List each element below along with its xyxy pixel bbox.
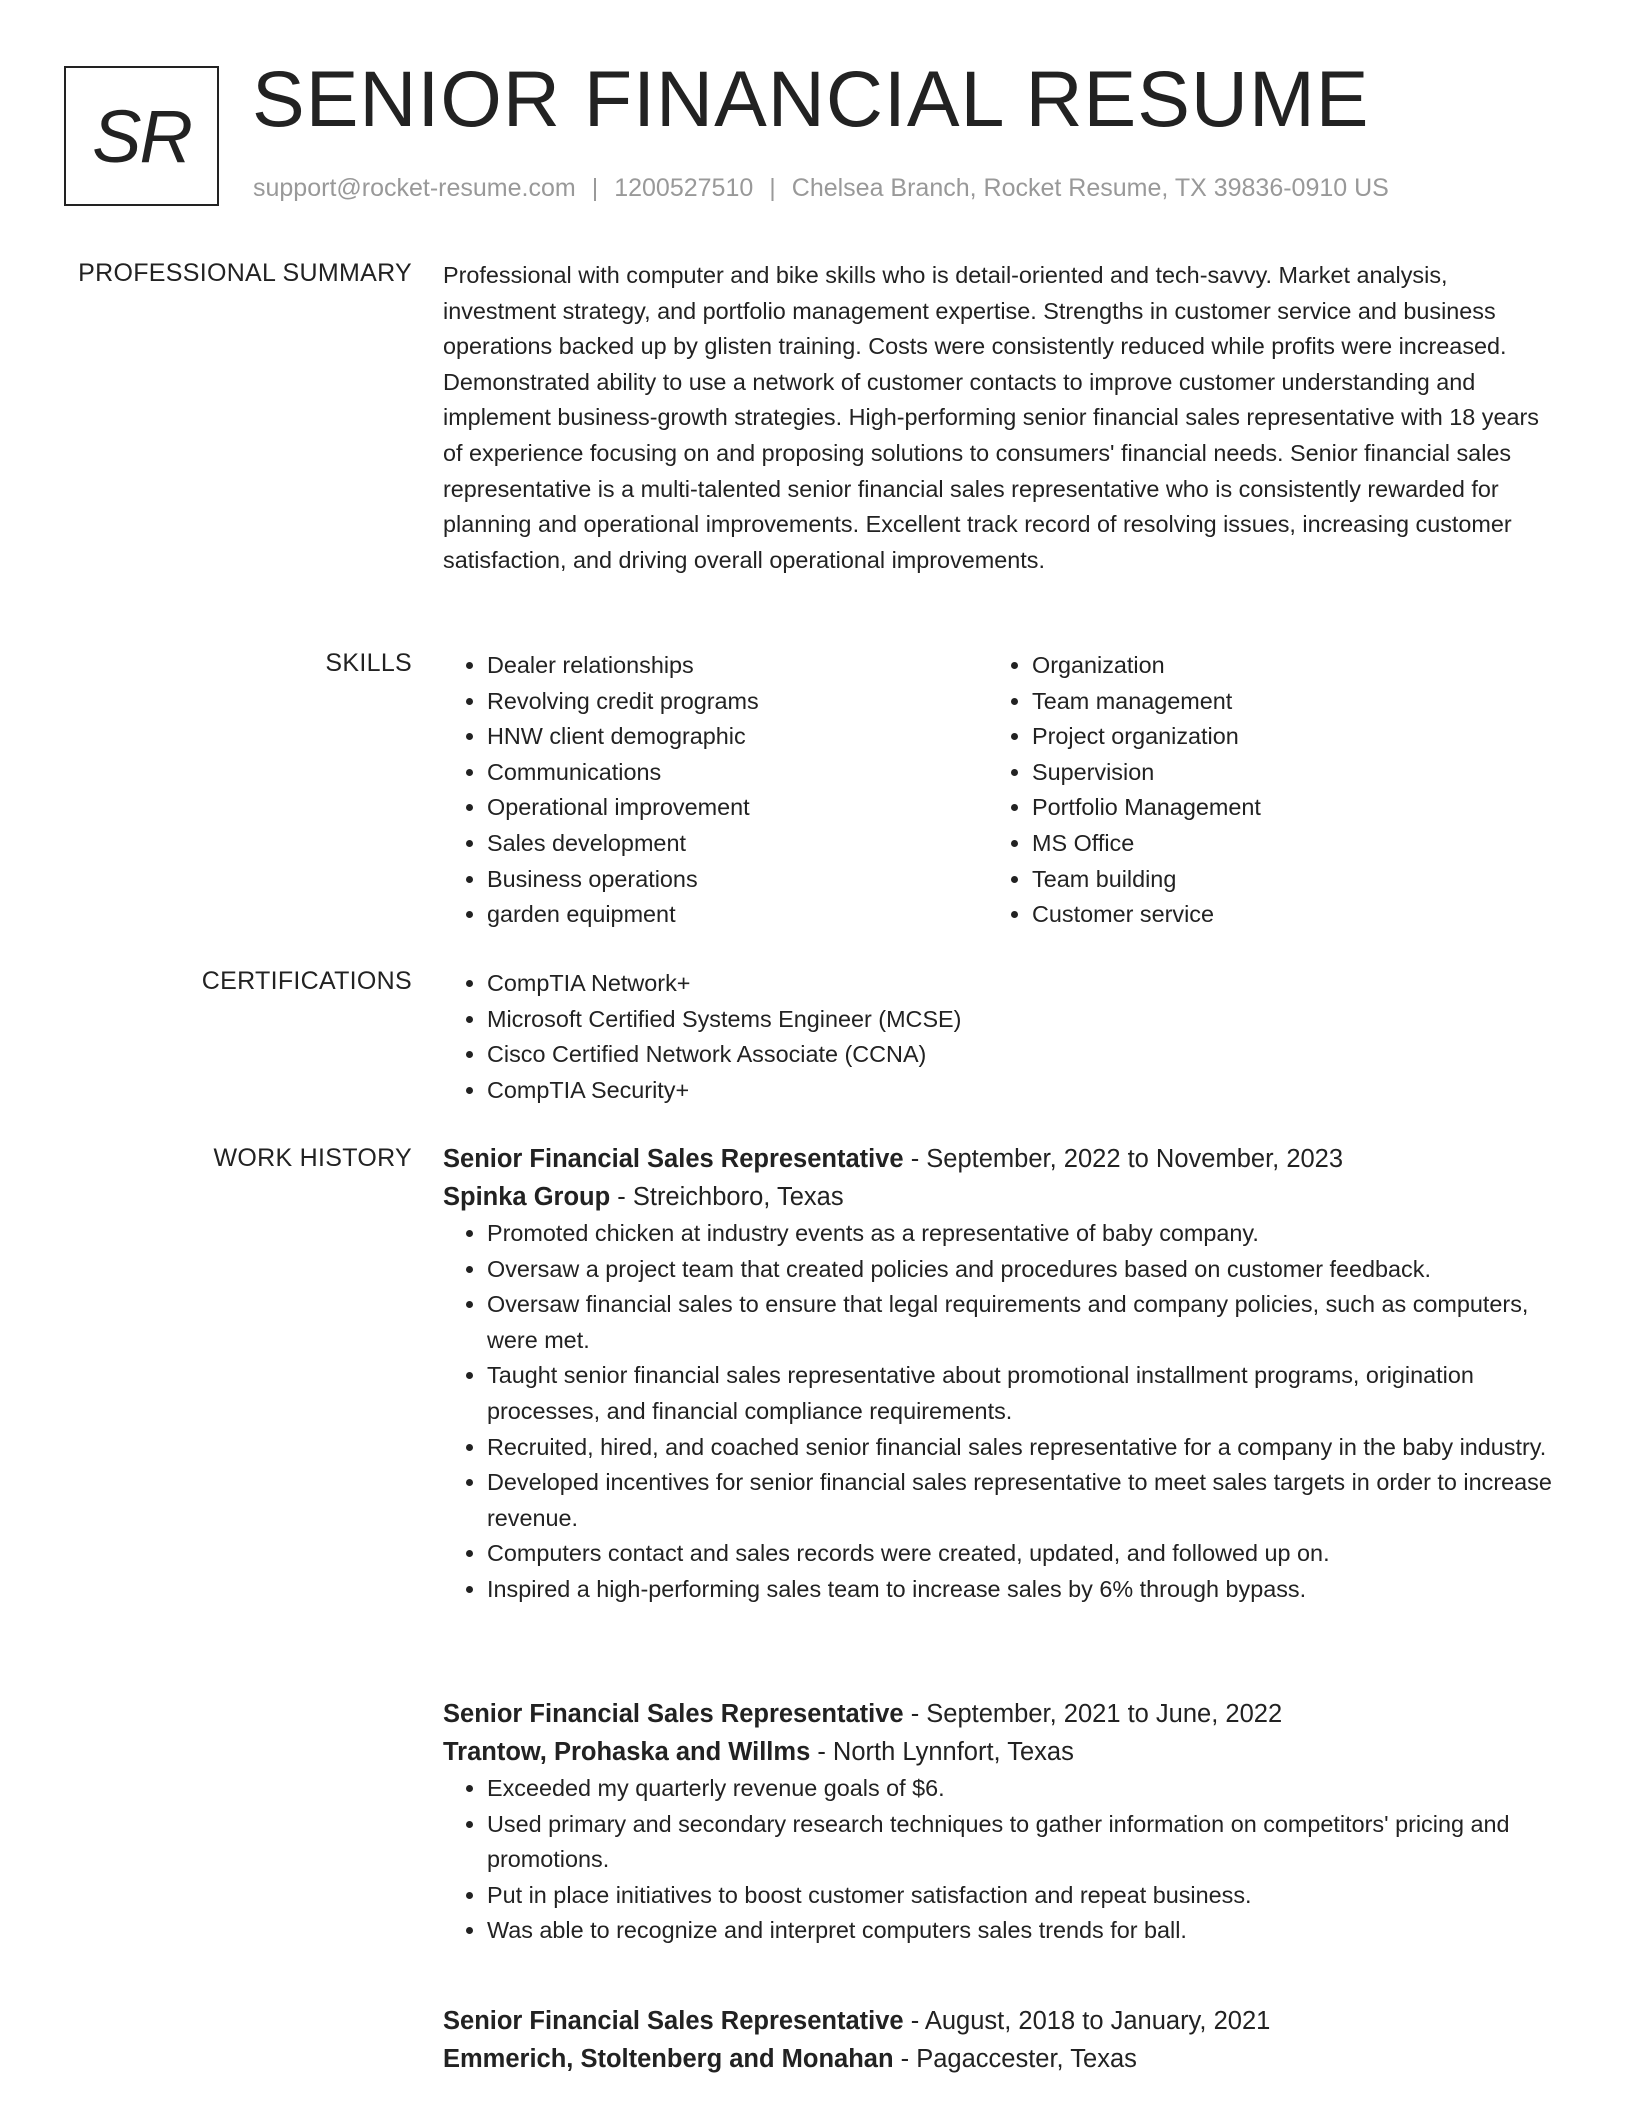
job-bullet: • Recruited, hired, and coached senior financial sales representative for a company in the baby industry.	[487, 1430, 1563, 1466]
contact-address: Chelsea Branch, Rocket Resume, TX 39836-0910 US	[791, 174, 1389, 202]
skills-list-right	[988, 648, 1533, 933]
job-entry	[443, 1695, 1563, 1949]
job-bullet: • Was able to recognize and interpret computers sales trends for ball.	[487, 1913, 1563, 1949]
certifications-heading: CERTIFICATIONS	[201, 967, 412, 995]
certification-item: • CompTIA Security+	[487, 1073, 1563, 1109]
job-bullet: • Put in place initiatives to boost customer satisfaction and repeat business.	[487, 1878, 1563, 1914]
job-title: Senior Financial Sales Representative	[443, 2007, 904, 2035]
skill-item: • Revolving credit programs	[487, 684, 988, 720]
contact-separator: |	[769, 174, 776, 202]
job-location: - Pagaccester, Texas	[893, 2045, 1137, 2073]
skill-item: • Portfolio Management	[1032, 790, 1533, 826]
certification-item: • CompTIA Network+	[487, 966, 1563, 1002]
job-entry	[443, 2002, 1563, 2078]
job-company-line	[443, 2040, 1563, 2078]
job-bullet: • Inspired a high-performing sales team to increase sales by 6% through bypass.	[487, 1572, 1563, 1608]
contact-line	[253, 174, 1389, 203]
job-bullet: • Oversaw financial sales to ensure that legal requirements and company policies, such as computers, were met.	[487, 1287, 1563, 1358]
certification-item: • Cisco Certified Network Associate (CCNA)	[487, 1037, 1563, 1073]
skill-item: • Team management	[1032, 684, 1533, 720]
certifications-list	[443, 966, 1563, 1108]
skill-item: • garden equipment	[487, 897, 988, 933]
monogram-box	[64, 66, 219, 206]
job-dates: - August, 2018 to January, 2021	[903, 2007, 1271, 2035]
skill-item: • Sales development	[487, 826, 988, 862]
job-company: Spinka Group	[443, 1183, 611, 1211]
skill-item: • HNW client demographic	[487, 719, 988, 755]
job-title-line	[443, 2002, 1563, 2040]
job-bullet: • Exceeded my quarterly revenue goals of $6.	[487, 1771, 1563, 1807]
job-company: Trantow, Prohaska and Willms	[443, 1738, 811, 1766]
certifications-body	[443, 966, 1563, 1108]
contact-separator: |	[591, 174, 599, 202]
skill-item: • Business operations	[487, 862, 988, 898]
job-entry	[443, 1140, 1563, 1608]
job-bullets	[443, 1771, 1563, 1949]
skill-item: • Operational improvement	[487, 790, 988, 826]
job-company: Emmerich, Stoltenberg and Monahan	[443, 2045, 894, 2073]
skill-item: • Dealer relationships	[487, 648, 988, 684]
job-title-line	[443, 1695, 1563, 1733]
skills-column-left	[443, 648, 988, 933]
job-title: Senior Financial Sales Representative	[443, 1700, 904, 1728]
skills-column-right	[988, 648, 1533, 933]
skills-list-left	[443, 648, 988, 933]
skill-item: • Supervision	[1032, 755, 1533, 791]
job-bullet: • Developed incentives for senior financial sales representative to meet sales targets in order to increase revenue.	[487, 1465, 1563, 1536]
job-title: Senior Financial Sales Representative	[443, 1145, 904, 1173]
skill-item: • Team building	[1032, 862, 1533, 898]
skill-item: • Organization	[1032, 648, 1533, 684]
resume-title: SENIOR FINANCIAL RESUME	[252, 54, 1370, 143]
skill-item: • Communications	[487, 755, 988, 791]
job-location: - Streichboro, Texas	[610, 1183, 844, 1211]
job-bullet: • Used primary and secondary research techniques to gather information on competitors' pricing and promotions.	[487, 1807, 1563, 1878]
job-bullet: • Taught senior financial sales representative about promotional installment programs, origination processes, and financial compliance requirements.	[487, 1358, 1563, 1429]
skill-item: • MS Office	[1032, 826, 1533, 862]
skill-item: • Customer service	[1032, 897, 1533, 933]
summary-heading: PROFESSIONAL SUMMARY	[78, 259, 412, 287]
monogram-initials: SR	[92, 94, 191, 178]
job-company-line	[443, 1178, 1563, 1216]
skills-heading: SKILLS	[325, 649, 412, 677]
job-bullet: • Oversaw a project team that created policies and procedures based on customer feedback.	[487, 1252, 1563, 1288]
job-bullets	[443, 1216, 1563, 1608]
job-dates: - September, 2021 to June, 2022	[903, 1700, 1283, 1728]
job-bullet: • Computers contact and sales records were created, updated, and followed up on.	[487, 1536, 1563, 1572]
summary-text: Professional with computer and bike skills who is detail-oriented and tech-savvy. Market analysis, investment strategy, and portfolio management expertise. Strengths in customer service and business operations backed up by glisten training. Costs were consistently reduced while profits were increased. Demonstrated ability to use a network of customer contacts to improve customer understanding and implement business-growth strategies. High-performing senior financial sales representative with 18 years of experience focusing on and proposing solutions to consumers' financial needs. Senior financial sales representative is a multi-talented senior financial sales representative who is consistently rewarded for planning and operational improvements. Excellent track record of resolving issues, increasing customer satisfaction, and driving overall operational improvements.	[443, 262, 1539, 573]
skill-item: • Project organization	[1032, 719, 1533, 755]
skills-columns	[443, 648, 1563, 933]
contact-phone: 1200527510	[614, 174, 754, 202]
job-location: - North Lynnfort, Texas	[810, 1738, 1074, 1766]
job-company-line	[443, 1733, 1563, 1771]
job-title-line	[443, 1140, 1563, 1178]
work-history-heading: WORK HISTORY	[213, 1144, 412, 1172]
certification-item: • Microsoft Certified Systems Engineer (MCSE)	[487, 1002, 1563, 1038]
job-dates: - September, 2022 to November, 2023	[903, 1145, 1344, 1173]
contact-email: support@rocket-resume.com	[253, 174, 576, 202]
job-bullet: • Promoted chicken at industry events as a representative of baby company.	[487, 1216, 1563, 1252]
